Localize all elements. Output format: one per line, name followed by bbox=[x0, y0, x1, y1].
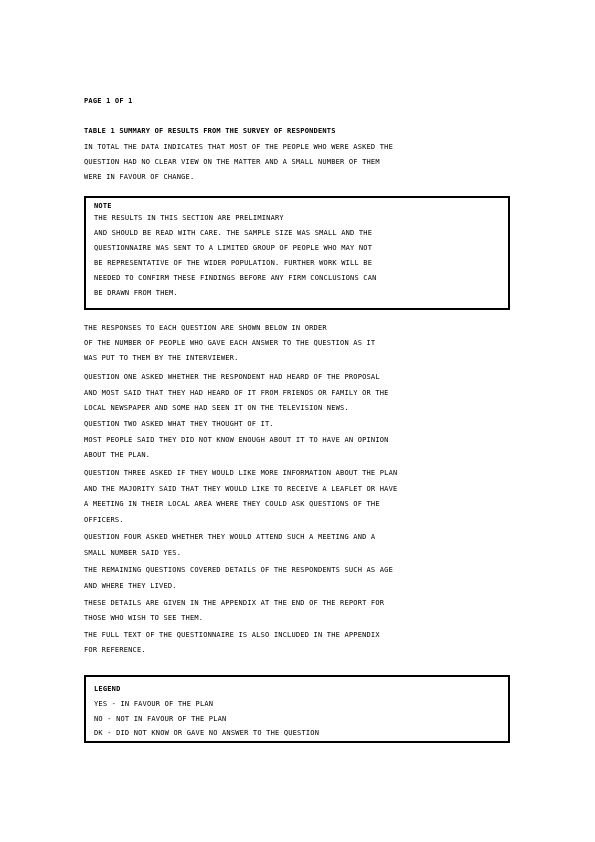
body-line: FOR REFERENCE. bbox=[84, 646, 146, 654]
legend-line: DK - DID NOT KNOW OR GAVE NO ANSWER TO THE QUESTION bbox=[94, 729, 320, 737]
body-line: THOSE WHO WISH TO SEE THEM. bbox=[84, 614, 204, 622]
body-line: THE FULL TEXT OF THE QUESTIONNAIRE IS ALSO INCLUDED IN THE APPENDIX bbox=[84, 631, 380, 639]
intro-line: QUESTION HAD NO CLEAR VIEW ON THE MATTER AND A SMALL NUMBER OF THEM bbox=[84, 158, 380, 166]
body-line: MOST PEOPLE SAID THEY DID NOT KNOW ENOUGH ABOUT IT TO HAVE AN OPINION bbox=[84, 436, 389, 444]
legend-heading: LEGEND bbox=[94, 685, 121, 693]
body-line: OFFICERS. bbox=[84, 516, 124, 524]
body-line: QUESTION FOUR ASKED WHETHER THEY WOULD ATTEND SUCH A MEETING AND A bbox=[84, 533, 376, 541]
body-line: OF THE NUMBER OF PEOPLE WHO GAVE EACH ANSWER TO THE QUESTION AS IT bbox=[84, 339, 376, 347]
intro-line: TABLE 1 SUMMARY OF RESULTS FROM THE SURVEY OF RESPONDENTS bbox=[84, 127, 336, 135]
note-line: NEEDED TO CONFIRM THESE FINDINGS BEFORE ANY FIRM CONCLUSIONS CAN bbox=[94, 274, 377, 282]
note-line: AND SHOULD BE READ WITH CARE. THE SAMPLE SIZE WAS SMALL AND THE bbox=[94, 229, 373, 237]
body-line: QUESTION THREE ASKED IF THEY WOULD LIKE MORE INFORMATION ABOUT THE PLAN bbox=[84, 469, 398, 477]
body-line: SMALL NUMBER SAID YES. bbox=[84, 549, 182, 557]
intro-line: WERE IN FAVOUR OF CHANGE. bbox=[84, 173, 195, 181]
body-line: AND WHERE THEY LIVED. bbox=[84, 582, 177, 590]
legend-box bbox=[84, 675, 510, 743]
note-line: THE RESULTS IN THIS SECTION ARE PRELIMINARY bbox=[94, 214, 284, 222]
body-line: ABOUT THE PLAN. bbox=[84, 451, 151, 459]
intro-line: IN TOTAL THE DATA INDICATES THAT MOST OF THE PEOPLE WHO WERE ASKED THE bbox=[84, 143, 394, 151]
body-line: WAS PUT TO THEM BY THE INTERVIEWER. bbox=[84, 354, 239, 362]
body-line: QUESTION TWO ASKED WHAT THEY THOUGHT OF IT. bbox=[84, 420, 274, 428]
page-title: PAGE 1 OF 1 bbox=[84, 97, 133, 105]
body-line: QUESTION ONE ASKED WHETHER THE RESPONDENT HAD HEARD OF THE PROPOSAL bbox=[84, 373, 380, 381]
note-heading: NOTE bbox=[94, 202, 112, 210]
note-line: BE REPRESENTATIVE OF THE WIDER POPULATION. FURTHER WORK WILL BE bbox=[94, 259, 373, 267]
body-line: LOCAL NEWSPAPER AND SOME HAD SEEN IT ON THE TELEVISION NEWS. bbox=[84, 404, 349, 412]
body-line: THE RESPONSES TO EACH QUESTION ARE SHOWN BELOW IN ORDER bbox=[84, 324, 327, 332]
legend-line: NO - NOT IN FAVOUR OF THE PLAN bbox=[94, 715, 227, 723]
note-line: BE DRAWN FROM THEM. bbox=[94, 289, 178, 297]
body-line: AND MOST SAID THAT THEY HAD HEARD OF IT FROM FRIENDS OR FAMILY OR THE bbox=[84, 389, 389, 397]
body-line: AND THE MAJORITY SAID THAT THEY WOULD LIKE TO RECEIVE A LEAFLET OR HAVE bbox=[84, 485, 398, 493]
legend-line: YES - IN FAVOUR OF THE PLAN bbox=[94, 700, 214, 708]
note-box bbox=[84, 196, 510, 310]
body-line: A MEETING IN THEIR LOCAL AREA WHERE THEY COULD ASK QUESTIONS OF THE bbox=[84, 500, 380, 508]
note-line: QUESTIONNAIRE WAS SENT TO A LIMITED GROUP OF PEOPLE WHO MAY NOT bbox=[94, 244, 373, 252]
body-line: THE REMAINING QUESTIONS COVERED DETAILS OF THE RESPONDENTS SUCH AS AGE bbox=[84, 566, 394, 574]
body-line: THESE DETAILS ARE GIVEN IN THE APPENDIX AT THE END OF THE REPORT FOR bbox=[84, 599, 385, 607]
